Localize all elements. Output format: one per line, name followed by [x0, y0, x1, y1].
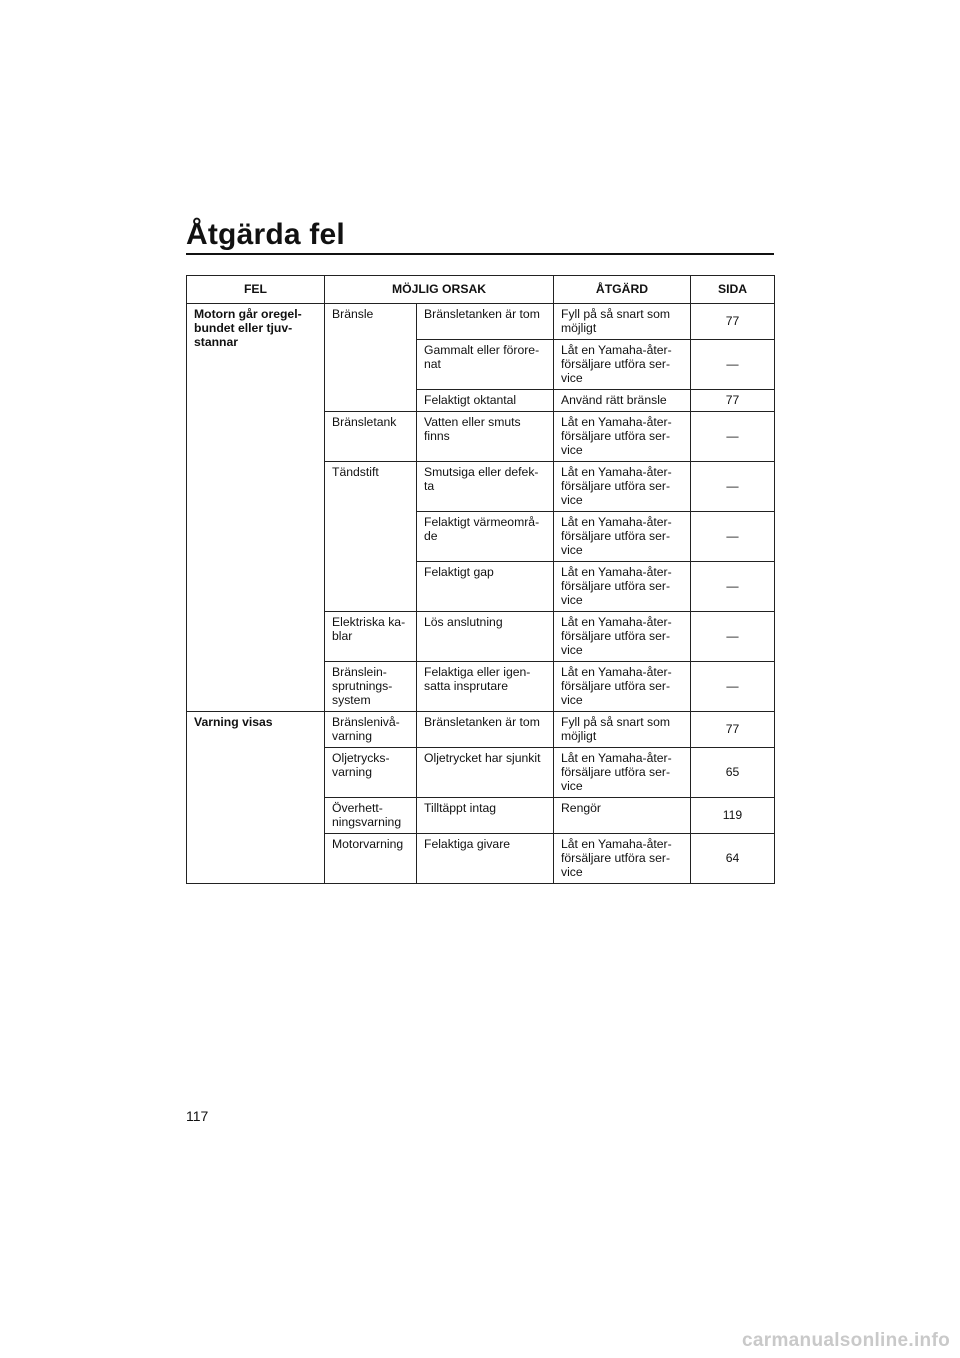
header-sida: SIDA [691, 276, 775, 304]
header-mojlig-orsak: MÖJLIG ORSAK [325, 276, 554, 304]
header-atgard: ÅTGÄRD [554, 276, 691, 304]
detail-cell: Oljetrycket har sjunkit [417, 748, 554, 798]
troubleshooting-table [186, 275, 775, 884]
detail-cell: Smutsiga eller defek- ta [417, 462, 554, 512]
detail-cell: Lös anslutning [417, 612, 554, 662]
cause-cell: Bränsletank [325, 412, 417, 462]
detail-cell: Bränsletanken är tom [417, 304, 554, 340]
cause-cell: Bränslein- sprutnings- system [325, 662, 417, 712]
action-cell: Rengör [554, 798, 691, 834]
detail-cell: Bränsletanken är tom [417, 712, 554, 748]
cause-cell: Oljetrycks- varning [325, 748, 417, 798]
action-cell: Låt en Yamaha-åter- försäljare utföra ser- vice [554, 340, 691, 390]
detail-cell: Felaktiga eller igen- satta insprutare [417, 662, 554, 712]
cause-cell: Tändstift [325, 462, 417, 612]
page-ref-cell: — [691, 340, 775, 390]
symptom-cell: Varning visas [187, 712, 325, 884]
detail-cell: Felaktigt värmeområ- de [417, 512, 554, 562]
table-body [187, 304, 775, 884]
action-cell: Låt en Yamaha-åter- försäljare utföra ser- vice [554, 562, 691, 612]
action-cell: Använd rätt bränsle [554, 390, 691, 412]
watermark-text: carmanualsonline.info [742, 1330, 950, 1351]
page-title: Åtgärda fel [186, 218, 345, 251]
table-header-row [187, 276, 775, 304]
action-cell: Låt en Yamaha-åter- försäljare utföra ser- vice [554, 462, 691, 512]
page-ref-cell: — [691, 612, 775, 662]
detail-cell: Gammalt eller förore- nat [417, 340, 554, 390]
detail-cell: Tilltäppt intag [417, 798, 554, 834]
detail-cell: Felaktigt gap [417, 562, 554, 612]
page-ref-cell: 77 [691, 390, 775, 412]
cause-cell: Elektriska ka- blar [325, 612, 417, 662]
action-cell: Låt en Yamaha-åter- försäljare utföra ser- vice [554, 612, 691, 662]
title-divider [186, 253, 774, 255]
header-fel: FEL [187, 276, 325, 304]
table-row [187, 304, 775, 340]
action-cell: Fyll på så snart som möjligt [554, 712, 691, 748]
page-ref-cell: 119 [691, 798, 775, 834]
page-ref-cell: 77 [691, 712, 775, 748]
cause-cell: Bränsle [325, 304, 417, 412]
detail-cell: Felaktigt oktantal [417, 390, 554, 412]
page-ref-cell: 64 [691, 834, 775, 884]
detail-cell: Vatten eller smuts finns [417, 412, 554, 462]
page-ref-cell: — [691, 562, 775, 612]
cause-cell: Bränslenivå- varning [325, 712, 417, 748]
page-ref-cell: — [691, 512, 775, 562]
action-cell: Låt en Yamaha-åter- försäljare utföra ser- vice [554, 662, 691, 712]
page-ref-cell: — [691, 462, 775, 512]
page-ref-cell: — [691, 662, 775, 712]
action-cell: Låt en Yamaha-åter- försäljare utföra ser- vice [554, 412, 691, 462]
page-ref-cell: — [691, 412, 775, 462]
action-cell: Låt en Yamaha-åter- försäljare utföra ser- vice [554, 748, 691, 798]
page-ref-cell: 65 [691, 748, 775, 798]
action-cell: Låt en Yamaha-åter- försäljare utföra ser- vice [554, 512, 691, 562]
cause-cell: Motorvarning [325, 834, 417, 884]
cause-cell: Överhett- ningsvarning [325, 798, 417, 834]
page-ref-cell: 77 [691, 304, 775, 340]
action-cell: Låt en Yamaha-åter- försäljare utföra ser- vice [554, 834, 691, 884]
page-number: 117 [186, 1108, 209, 1124]
action-cell: Fyll på så snart som möjligt [554, 304, 691, 340]
detail-cell: Felaktiga givare [417, 834, 554, 884]
symptom-cell: Motorn går oregel- bundet eller tjuv- stannar [187, 304, 325, 712]
table-row [187, 712, 775, 748]
